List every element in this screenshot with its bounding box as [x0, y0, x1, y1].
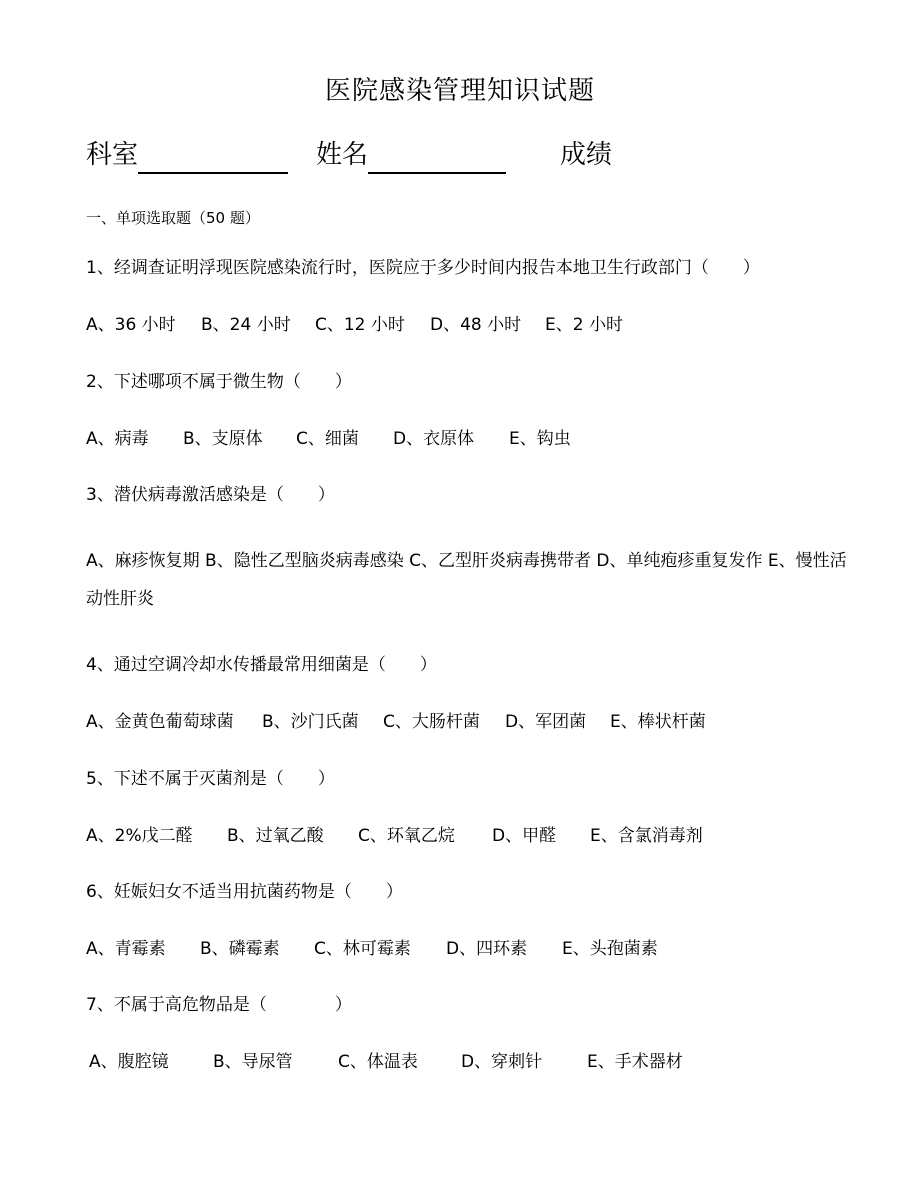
question-7-options — [89, 1047, 683, 1072]
question-5-options — [86, 821, 703, 846]
name-blank[interactable] — [368, 172, 506, 174]
score-label: 成绩 — [560, 140, 613, 170]
option-c: C、12 小时 — [315, 315, 405, 335]
option-a: A、2%戊二醛 — [86, 826, 193, 846]
option-a: A、金黄色葡萄球菌 — [86, 712, 234, 732]
option-d: D、甲醛 — [492, 826, 557, 846]
option-d: D、穿刺针 — [461, 1052, 543, 1072]
option-b: B、沙门氏菌 — [262, 712, 359, 732]
question-4-stem: 4、通过空调冷却水传播最常用细菌是（ ） — [86, 655, 437, 675]
option-e: E、头孢菌素 — [562, 939, 658, 959]
option-c: C、细菌 — [296, 429, 359, 449]
option-c: C、环氧乙烷 — [358, 826, 455, 846]
name-label: 姓名 — [316, 140, 369, 170]
option-d: D、衣原体 — [393, 429, 475, 449]
option-c: C、大肠杆菌 — [383, 712, 480, 732]
question-3-stem: 3、潜伏病毒激活感染是（ ） — [86, 485, 335, 505]
department-label: 科室 — [86, 140, 139, 170]
option-d: D、四环素 — [446, 939, 528, 959]
option-b: B、过氧乙酸 — [227, 826, 324, 846]
option-e: E、手术器材 — [587, 1052, 683, 1072]
option-b: B、磷霉素 — [200, 939, 280, 959]
question-3-options: A、麻疹恢复期 B、隐性乙型脑炎病毒感染 C、乙型肝炎病毒携带者 D、单纯疱疹重复发作 E、慢性活动性肝炎 — [86, 551, 847, 609]
page-title: 医院感染管理知识试题 — [324, 76, 595, 106]
department-blank[interactable] — [138, 172, 288, 174]
option-e: E、钩虫 — [509, 429, 571, 449]
option-b: B、24 小时 — [201, 315, 291, 335]
question-6-stem: 6、妊娠妇女不适当用抗菌药物是（ ） — [86, 882, 403, 902]
option-b: B、导尿管 — [213, 1052, 293, 1072]
option-e: E、含氯消毒剂 — [590, 826, 703, 846]
option-e: E、2 小时 — [545, 315, 623, 335]
question-7-stem: 7、不属于高危物品是（ ） — [86, 995, 352, 1015]
question-5-stem: 5、下述不属于灭菌剂是（ ） — [86, 769, 335, 789]
question-6-options — [86, 934, 658, 959]
option-b: B、支原体 — [183, 429, 263, 449]
option-a: A、青霉素 — [86, 939, 166, 959]
option-a: A、病毒 — [86, 429, 149, 449]
option-a: A、腹腔镜 — [89, 1052, 169, 1072]
option-e: E、棒状杆菌 — [610, 712, 706, 732]
section-heading: 一、单项选取题（50 题） — [86, 209, 260, 227]
question-4-options — [86, 707, 706, 732]
option-c: C、体温表 — [338, 1052, 418, 1072]
option-c: C、林可霉素 — [314, 939, 411, 959]
option-d: D、48 小时 — [430, 315, 522, 335]
option-a: A、36 小时 — [86, 315, 176, 335]
question-1-options — [86, 310, 623, 335]
option-d: D、军团菌 — [505, 712, 587, 732]
question-2-stem: 2、下述哪项不属于微生物（ ） — [86, 372, 352, 392]
question-1-stem: 1、经调查证明浮现医院感染流行时，医院应于多少时间内报告本地卫生行政部门（ ） — [86, 258, 760, 278]
question-2-options — [86, 424, 571, 449]
